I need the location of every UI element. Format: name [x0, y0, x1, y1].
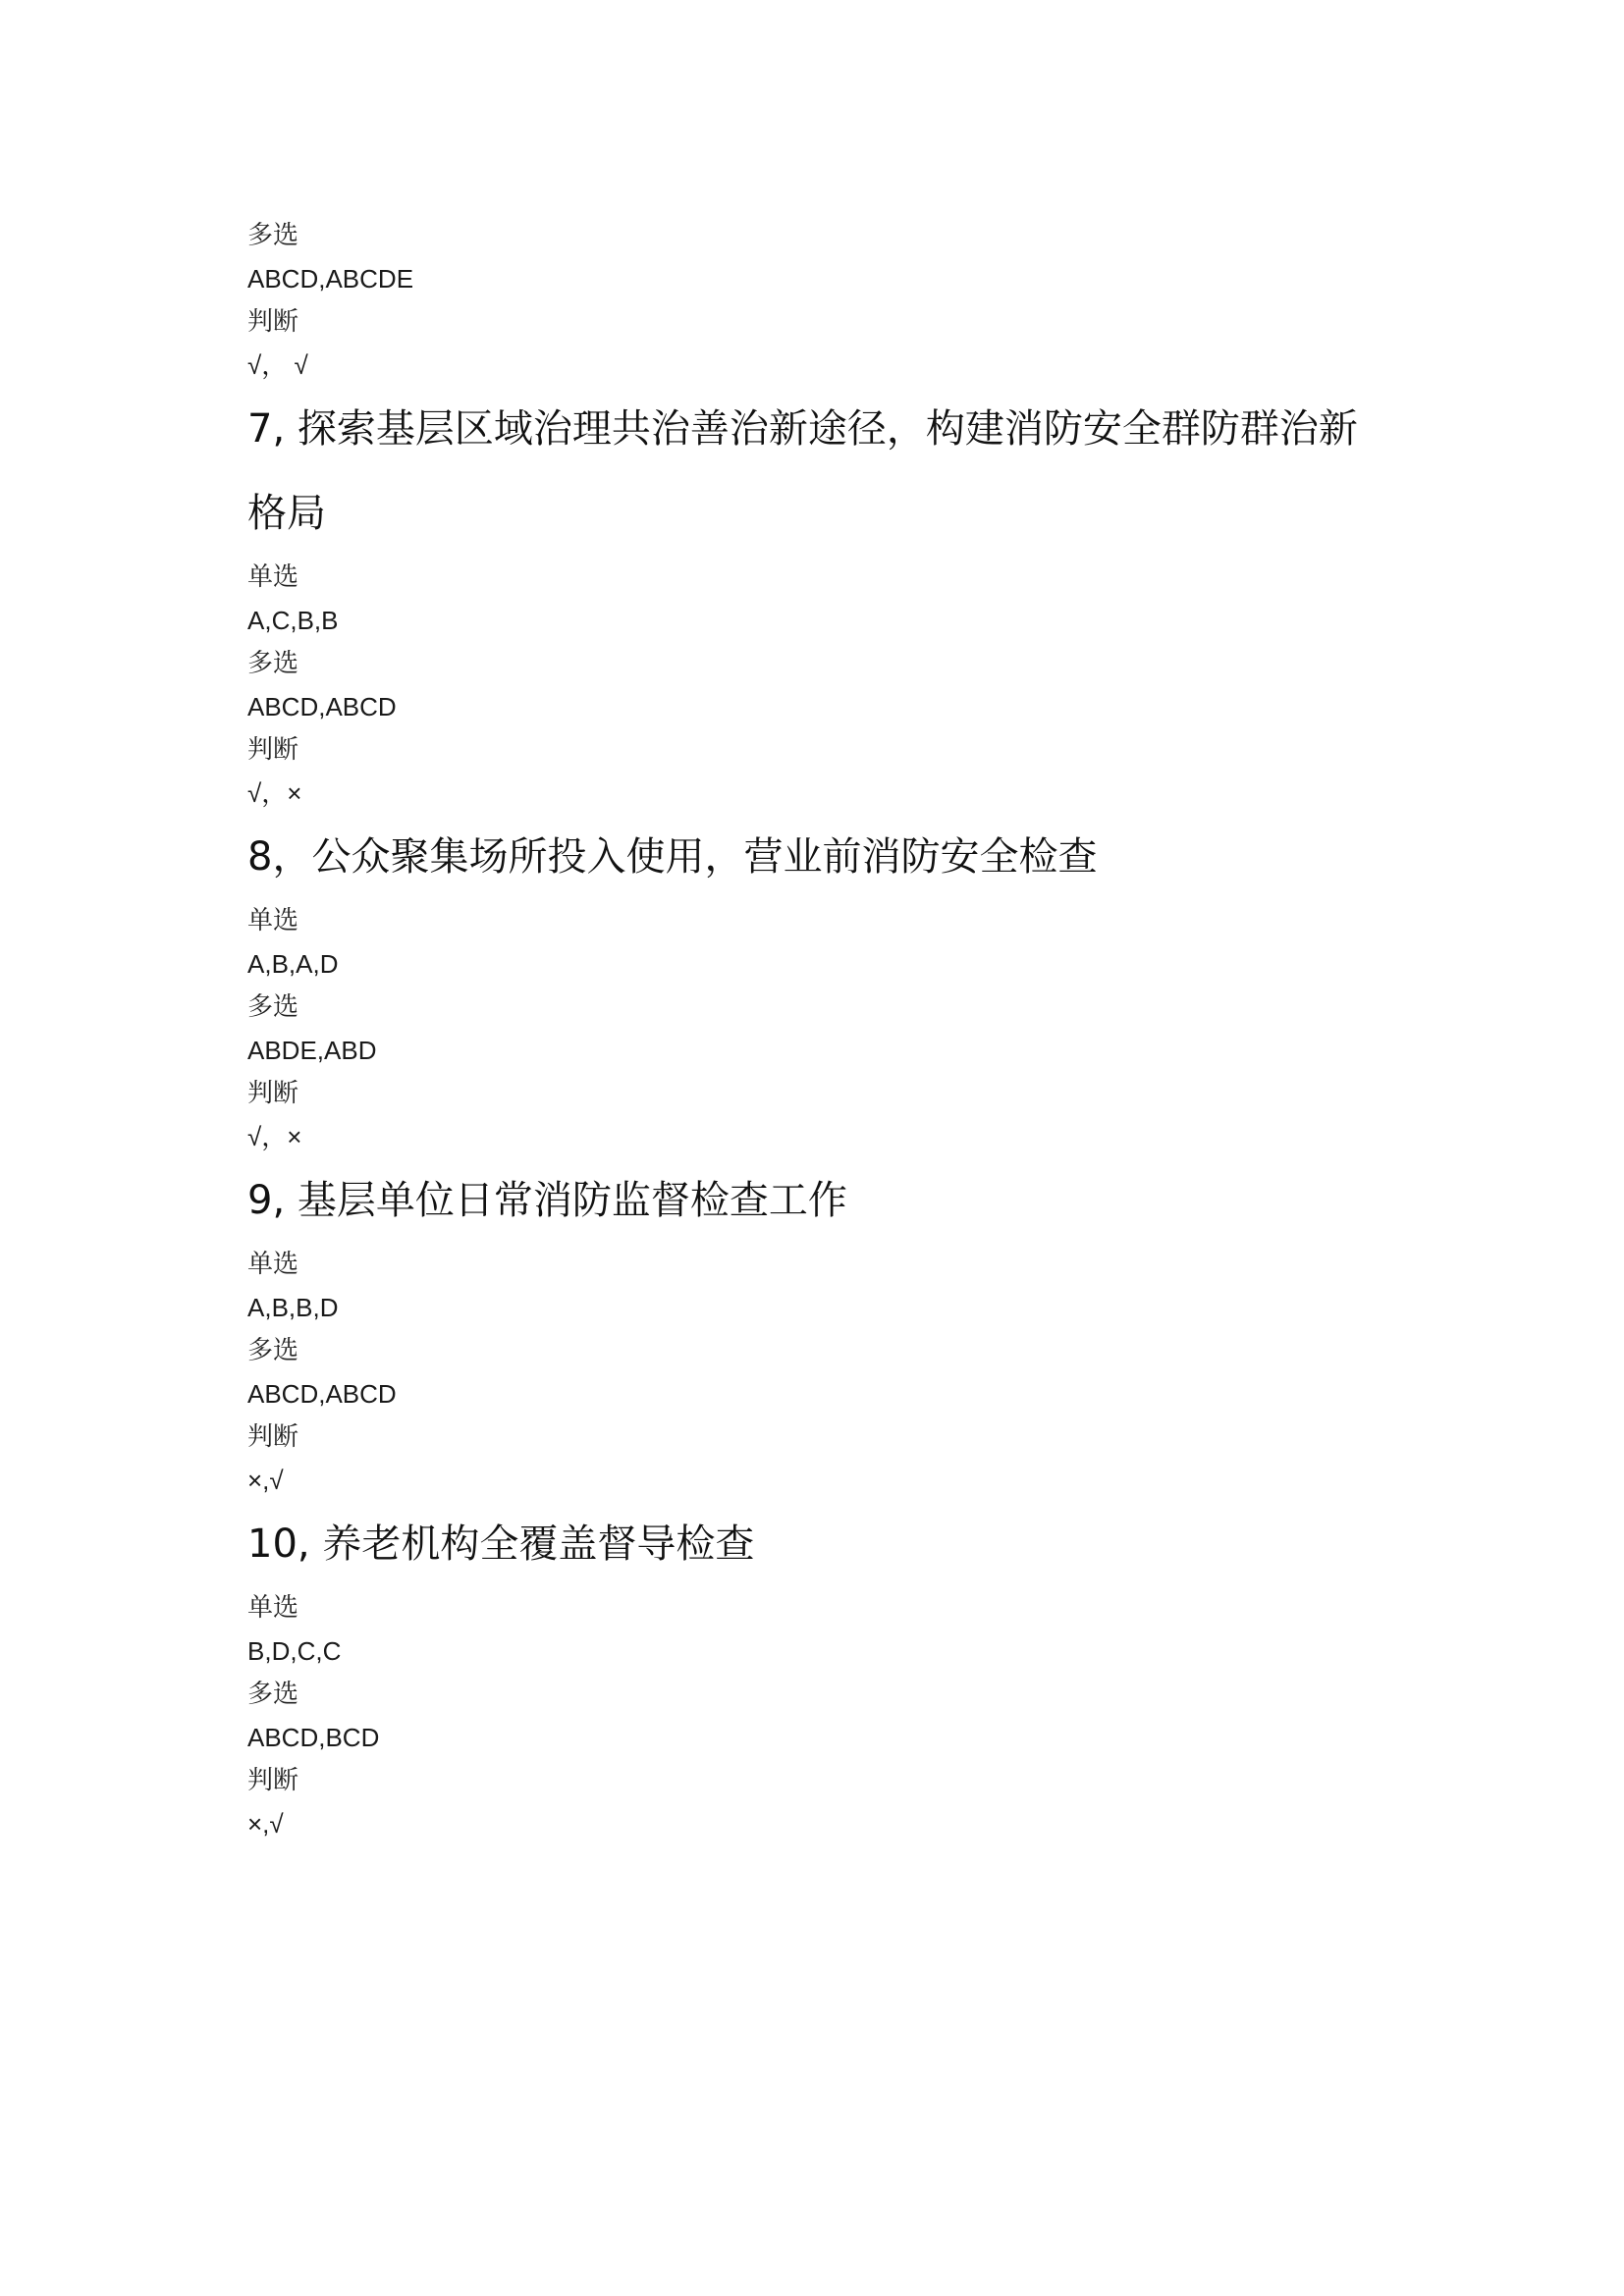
single-choice-label: 单选	[247, 1250, 299, 1279]
judgment-answer: √，×	[247, 778, 302, 808]
section-7	[247, 387, 1406, 815]
judgment-label: 判断	[247, 307, 299, 337]
single-choice-answer: A,C,B,B	[247, 606, 339, 635]
multi-choice-answer: ABCD,ABCD	[247, 1379, 397, 1409]
single-choice-answer: B,D,C,C	[247, 1636, 342, 1666]
multi-choice-label: 多选	[247, 1680, 299, 1709]
single-choice-label: 单选	[247, 562, 299, 592]
judgment-answer: ×,√	[247, 1466, 284, 1495]
top-answer-block	[247, 214, 1406, 387]
multi-choice-label: 多选	[247, 649, 299, 678]
judgment-label: 判断	[247, 1422, 299, 1452]
judgment-answer: ×,√	[247, 1809, 284, 1839]
judgment-label: 判断	[247, 1079, 299, 1108]
single-choice-answer: A,B,B,D	[247, 1293, 339, 1322]
multi-choice-answer: ABCD,ABCDE	[247, 264, 414, 294]
section-10	[247, 1502, 1406, 1845]
multi-choice-answer: ABCD,BCD	[247, 1723, 380, 1752]
multi-choice-label: 多选	[247, 1336, 299, 1365]
section-8	[247, 815, 1406, 1158]
single-choice-answer: A,B,A,D	[247, 949, 339, 979]
single-choice-label: 单选	[247, 1593, 299, 1623]
section-heading: 9, 基层单位日常消防监督检查工作	[247, 1178, 847, 1223]
multi-choice-answer: ABCD,ABCD	[247, 692, 397, 721]
judgment-answer: √，×	[247, 1122, 302, 1151]
judgment-label: 判断	[247, 735, 299, 765]
section-heading: 7, 探索基层区域治理共治善治新途径，构建消防安全群防群治新格局	[247, 406, 1358, 536]
section-heading: 10, 养老机构全覆盖督导检查	[247, 1522, 755, 1567]
judgment-label: 判断	[247, 1766, 299, 1795]
document-content	[247, 214, 1406, 1845]
multi-choice-label: 多选	[247, 221, 299, 250]
single-choice-label: 单选	[247, 906, 299, 935]
multi-choice-answer: ABDE,ABD	[247, 1036, 377, 1065]
section-heading: 8，公众聚集场所投入使用，营业前消防安全检查	[247, 834, 1098, 880]
multi-choice-label: 多选	[247, 992, 299, 1022]
judgment-answer: √， √	[247, 350, 308, 380]
section-9	[247, 1158, 1406, 1502]
